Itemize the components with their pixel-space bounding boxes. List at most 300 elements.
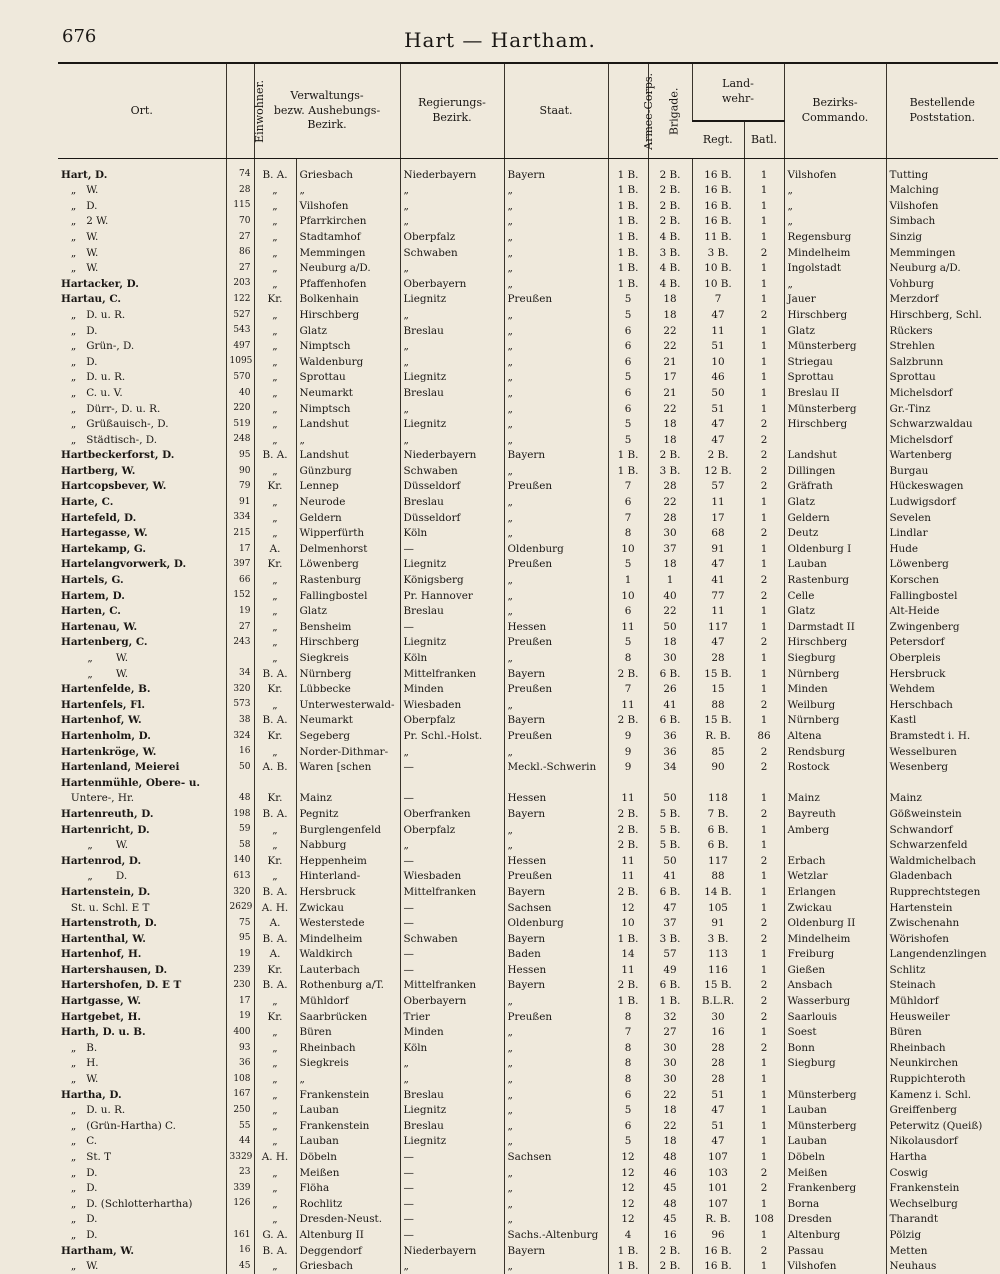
cell-amt [254, 775, 296, 791]
cell-poststation: Greiffenberg [886, 1103, 998, 1119]
cell-armee-corps: 5 [608, 1134, 648, 1150]
cell-staat [504, 775, 608, 791]
cell-einwohner: 570 [226, 370, 254, 386]
cell-staat: „ [504, 1056, 608, 1072]
cell-bataillon: 1 [744, 884, 784, 900]
cell-regiment: 116 [692, 962, 744, 978]
table-row [58, 541, 998, 557]
cell-bezirk: Deggendorf [296, 1243, 400, 1259]
cell-bezirks-commando: Münsterberg [784, 339, 886, 355]
cell-brigade: 18 [648, 307, 692, 323]
cell-bezirks-commando: Mindelheim [784, 245, 886, 261]
cell-bezirk: Landshut [296, 417, 400, 433]
cell-amt: B. A. [254, 1243, 296, 1259]
cell-ort: „ H. [58, 1056, 226, 1072]
table-row [58, 510, 998, 526]
table-body [58, 159, 998, 1274]
cell-einwohner: 334 [226, 510, 254, 526]
cell-brigade: 18 [648, 417, 692, 433]
cell-bezirk: Lübbecke [296, 682, 400, 698]
cell-staat: Preußen [504, 1009, 608, 1025]
cell-armee-corps: 6 [608, 354, 648, 370]
cell-poststation: Mainz [886, 791, 998, 807]
cell-brigade: 57 [648, 947, 692, 963]
cell-regiment: 28 [692, 1040, 744, 1056]
cell-regierungsbezirk: Breslau [400, 385, 504, 401]
cell-regierungsbezirk: „ [400, 183, 504, 199]
cell-regiment: R. B. [692, 728, 744, 744]
cell-regierungsbezirk: — [400, 1181, 504, 1197]
cell-bataillon: 1 [744, 323, 784, 339]
cell-bataillon: 1 [744, 604, 784, 620]
cell-bataillon: 2 [744, 993, 784, 1009]
cell-regiment: 12 B. [692, 463, 744, 479]
cell-staat: „ [504, 604, 608, 620]
cell-bataillon: 1 [744, 541, 784, 557]
cell-staat: Hessen [504, 791, 608, 807]
table-row [58, 884, 998, 900]
cell-regiment: 51 [692, 339, 744, 355]
cell-ort: „ D. [58, 1227, 226, 1243]
cell-poststation: Korschen [886, 572, 998, 588]
cell-bezirks-commando: Nürnberg [784, 666, 886, 682]
cell-poststation: Löwenberg [886, 557, 998, 573]
cell-brigade: 41 [648, 869, 692, 885]
cell-regiment: 113 [692, 947, 744, 963]
cell-bezirks-commando: Mindelheim [784, 931, 886, 947]
cell-staat: Bayern [504, 884, 608, 900]
cell-einwohner: 19 [226, 1009, 254, 1025]
cell-bezirks-commando: Lauban [784, 557, 886, 573]
cell-amt: A. [254, 541, 296, 557]
cell-regierungsbezirk: Niederbayern [400, 159, 504, 183]
cell-ort: „ W. [58, 261, 226, 277]
cell-bezirks-commando: Altenburg [784, 1227, 886, 1243]
cell-bezirks-commando: Meißen [784, 1165, 886, 1181]
cell-amt: „ [254, 245, 296, 261]
cell-amt: A. B. [254, 760, 296, 776]
cell-bataillon: 1 [744, 510, 784, 526]
cell-bataillon: 1 [744, 869, 784, 885]
cell-regierungsbezirk: Liegnitz [400, 292, 504, 308]
cell-regierungsbezirk: Breslau [400, 1118, 504, 1134]
cell-regierungsbezirk: Oberpfalz [400, 229, 504, 245]
cell-regiment: 28 [692, 1071, 744, 1087]
cell-einwohner: 55 [226, 1118, 254, 1134]
cell-ort: „ W. [58, 229, 226, 245]
table-row [58, 1025, 998, 1041]
cell-regiment: 47 [692, 557, 744, 573]
cell-armee-corps: 8 [608, 1009, 648, 1025]
cell-regiment: 16 B. [692, 159, 744, 183]
cell-armee-corps: 12 [608, 1181, 648, 1197]
cell-staat: „ [504, 1181, 608, 1197]
cell-bezirks-commando: Siegburg [784, 650, 886, 666]
cell-poststation: Tharandt [886, 1212, 998, 1228]
table-row [58, 900, 998, 916]
cell-armee-corps: 1 B. [608, 448, 648, 464]
cell-regierungsbezirk: Breslau [400, 494, 504, 510]
cell-poststation: Metten [886, 1243, 998, 1259]
cell-regiment: 90 [692, 760, 744, 776]
cell-amt: A. H. [254, 1149, 296, 1165]
cell-bezirks-commando: „ [784, 276, 886, 292]
cell-bezirks-commando: Breslau II [784, 385, 886, 401]
cell-poststation: Peterwitz (Queiß) [886, 1118, 998, 1134]
cell-einwohner: 17 [226, 541, 254, 557]
cell-regierungsbezirk: — [400, 1212, 504, 1228]
cell-armee-corps: 6 [608, 385, 648, 401]
cell-amt: „ [254, 214, 296, 230]
cell-regierungsbezirk: Düsseldorf [400, 479, 504, 495]
cell-bezirks-commando: Celle [784, 588, 886, 604]
cell-einwohner: 250 [226, 1103, 254, 1119]
table-row [58, 261, 998, 277]
cell-amt: „ [254, 1196, 296, 1212]
cell-armee-corps: 7 [608, 682, 648, 698]
cell-ort: „ W. [58, 183, 226, 199]
cell-regiment: 11 B. [692, 229, 744, 245]
cell-regierungsbezirk: Liegnitz [400, 635, 504, 651]
cell-poststation: Burgau [886, 463, 998, 479]
cell-amt: „ [254, 276, 296, 292]
cell-regierungsbezirk: Liegnitz [400, 370, 504, 386]
cell-bezirks-commando: Bayreuth [784, 806, 886, 822]
table-row [58, 183, 998, 199]
cell-regierungsbezirk: Oberbayern [400, 993, 504, 1009]
cell-bataillon: 1 [744, 822, 784, 838]
cell-brigade: 18 [648, 1103, 692, 1119]
cell-bezirks-commando: Amberg [784, 822, 886, 838]
cell-brigade: 30 [648, 1056, 692, 1072]
cell-einwohner: 90 [226, 463, 254, 479]
cell-einwohner: 27 [226, 619, 254, 635]
cell-ort: „ D. [58, 323, 226, 339]
cell-regiment: 103 [692, 1165, 744, 1181]
cell-regiment: 16 B. [692, 198, 744, 214]
cell-poststation: Alt-Heide [886, 604, 998, 620]
cell-regierungsbezirk: Köln [400, 650, 504, 666]
table-row [58, 463, 998, 479]
cell-bezirk: Neumarkt [296, 385, 400, 401]
cell-brigade: 48 [648, 1149, 692, 1165]
cell-brigade: 18 [648, 1134, 692, 1150]
cell-amt: „ [254, 385, 296, 401]
cell-bezirks-commando: Oldenburg II [784, 916, 886, 932]
cell-regiment: 47 [692, 1103, 744, 1119]
cell-einwohner: 1095 [226, 354, 254, 370]
cell-amt: „ [254, 463, 296, 479]
table-row [58, 229, 998, 245]
cell-regierungsbezirk: Königsberg [400, 572, 504, 588]
cell-armee-corps: 1 B. [608, 214, 648, 230]
cell-ort: Hartenhof, W. [58, 713, 226, 729]
cell-bataillon: 1 [744, 962, 784, 978]
cell-bezirk: Waldenburg [296, 354, 400, 370]
cell-brigade: 32 [648, 1009, 692, 1025]
cell-bezirks-commando: Gießen [784, 962, 886, 978]
cell-bezirks-commando: Oldenburg I [784, 541, 886, 557]
cell-ort: Hartekamp, G. [58, 541, 226, 557]
cell-bezirks-commando: Frankenberg [784, 1181, 886, 1197]
cell-einwohner: 203 [226, 276, 254, 292]
cell-ort: „ D. [58, 1212, 226, 1228]
cell-einwohner: 95 [226, 448, 254, 464]
cell-einwohner: 230 [226, 978, 254, 994]
cell-einwohner: 48 [226, 791, 254, 807]
table-row [58, 869, 998, 885]
cell-brigade: 21 [648, 385, 692, 401]
cell-regiment: 105 [692, 900, 744, 916]
cell-bezirk: Nimptsch [296, 339, 400, 355]
cell-poststation: Wesenberg [886, 760, 998, 776]
cell-armee-corps: 8 [608, 526, 648, 542]
cell-armee-corps: 1 B. [608, 993, 648, 1009]
cell-bezirks-commando: „ [784, 214, 886, 230]
table-row [58, 1259, 998, 1274]
cell-bataillon: 2 [744, 744, 784, 760]
cell-einwohner: 50 [226, 760, 254, 776]
cell-poststation: Neuburg a/D. [886, 261, 998, 277]
cell-poststation: Michelsdorf [886, 432, 998, 448]
cell-bezirk: Rheinbach [296, 1040, 400, 1056]
cell-brigade: 2 B. [648, 198, 692, 214]
cell-bezirk: Siegkreis [296, 1056, 400, 1072]
cell-poststation: Oberpleis [886, 650, 998, 666]
cell-bataillon: 2 [744, 245, 784, 261]
cell-regierungsbezirk: Köln [400, 1040, 504, 1056]
cell-armee-corps: 11 [608, 791, 648, 807]
cell-amt: „ [254, 198, 296, 214]
cell-regierungsbezirk: — [400, 1196, 504, 1212]
cell-staat: „ [504, 1040, 608, 1056]
cell-poststation: Simbach [886, 214, 998, 230]
cell-staat: Bayern [504, 666, 608, 682]
cell-ort: „ D. [58, 1181, 226, 1197]
table-row [58, 1181, 998, 1197]
cell-armee-corps: 11 [608, 869, 648, 885]
table-row [58, 1134, 998, 1150]
cell-amt: „ [254, 822, 296, 838]
cell-regiment: 101 [692, 1181, 744, 1197]
cell-staat: „ [504, 993, 608, 1009]
cell-bezirks-commando: Glatz [784, 494, 886, 510]
cell-armee-corps: 11 [608, 619, 648, 635]
cell-einwohner: 91 [226, 494, 254, 510]
cell-amt: „ [254, 307, 296, 323]
cell-amt: Kr. [254, 682, 296, 698]
cell-bezirk: Mainz [296, 791, 400, 807]
cell-bataillon: 2 [744, 916, 784, 932]
cell-regiment: 7 B. [692, 806, 744, 822]
cell-bataillon: 1 [744, 339, 784, 355]
cell-bataillon: 1 [744, 494, 784, 510]
cell-amt: B. A. [254, 931, 296, 947]
cell-ort: St. u. Schl. E T [58, 900, 226, 916]
cell-staat: „ [504, 697, 608, 713]
cell-regiment: 117 [692, 853, 744, 869]
cell-einwohner: 45 [226, 1259, 254, 1274]
cell-ort: Hartenland, Meierei [58, 760, 226, 776]
cell-regiment: 47 [692, 417, 744, 433]
cell-amt: „ [254, 572, 296, 588]
cell-bataillon: 1 [744, 183, 784, 199]
cell-bataillon: 1 [744, 666, 784, 682]
cell-staat: Sachsen [504, 1149, 608, 1165]
cell-bataillon: 1 [744, 261, 784, 277]
cell-ort: Hartefeld, D. [58, 510, 226, 526]
cell-brigade: 47 [648, 900, 692, 916]
cell-brigade: 28 [648, 510, 692, 526]
cell-einwohner: 74 [226, 159, 254, 183]
cell-regierungsbezirk: Wiesbaden [400, 869, 504, 885]
cell-poststation [886, 775, 998, 791]
cell-einwohner: 27 [226, 261, 254, 277]
cell-einwohner: 324 [226, 728, 254, 744]
cell-bezirks-commando: Döbeln [784, 1149, 886, 1165]
cell-staat: „ [504, 510, 608, 526]
cell-staat: Baden [504, 947, 608, 963]
cell-bezirks-commando: Münsterberg [784, 401, 886, 417]
cell-regierungsbezirk: Breslau [400, 323, 504, 339]
cell-staat: „ [504, 1025, 608, 1041]
cell-amt: „ [254, 697, 296, 713]
cell-staat: „ [504, 1103, 608, 1119]
cell-bezirk: Norder-Dithmar- [296, 744, 400, 760]
table-row [58, 1118, 998, 1134]
cell-ort: Hartacker, D. [58, 276, 226, 292]
cell-staat: Bayern [504, 159, 608, 183]
cell-ort: Hartenreuth, D. [58, 806, 226, 822]
cell-amt: „ [254, 323, 296, 339]
cell-amt: „ [254, 588, 296, 604]
cell-amt: „ [254, 1056, 296, 1072]
cell-poststation: Neunkirchen [886, 1056, 998, 1072]
cell-armee-corps: 7 [608, 1025, 648, 1041]
cell-bezirks-commando: Siegburg [784, 1056, 886, 1072]
cell-armee-corps: 12 [608, 1196, 648, 1212]
cell-regierungsbezirk: Pr. Schl.-Holst. [400, 728, 504, 744]
cell-regierungsbezirk: „ [400, 744, 504, 760]
cell-bezirks-commando: Soest [784, 1025, 886, 1041]
cell-einwohner: 16 [226, 744, 254, 760]
cell-regierungsbezirk: — [400, 760, 504, 776]
cell-armee-corps: 6 [608, 604, 648, 620]
cell-bataillon: 2 [744, 978, 784, 994]
table-row [58, 1056, 998, 1072]
cell-bezirks-commando: „ [784, 198, 886, 214]
table-row [58, 159, 998, 183]
cell-bataillon: 1 [744, 1227, 784, 1243]
cell-bezirk: Lauban [296, 1103, 400, 1119]
cell-brigade: 18 [648, 292, 692, 308]
table-row [58, 432, 998, 448]
cell-armee-corps: 7 [608, 479, 648, 495]
cell-regiment: 7 [692, 292, 744, 308]
cell-staat: „ [504, 214, 608, 230]
cell-amt: „ [254, 526, 296, 542]
cell-regiment: 11 [692, 323, 744, 339]
table-row [58, 791, 998, 807]
cell-ort: Hartershofen, D. E T [58, 978, 226, 994]
cell-amt: „ [254, 417, 296, 433]
cell-einwohner: 527 [226, 307, 254, 323]
cell-regierungsbezirk: „ [400, 432, 504, 448]
cell-amt: „ [254, 1118, 296, 1134]
cell-staat: Bayern [504, 1243, 608, 1259]
cell-brigade: 18 [648, 635, 692, 651]
cell-armee-corps: 11 [608, 962, 648, 978]
cell-bezirk: Pfaffenhofen [296, 276, 400, 292]
cell-amt: „ [254, 1134, 296, 1150]
cell-bataillon: 1 [744, 385, 784, 401]
cell-amt: A. [254, 947, 296, 963]
cell-regiment: 10 B. [692, 276, 744, 292]
cell-brigade: 22 [648, 604, 692, 620]
cell-poststation: Schwarzenfeld [886, 838, 998, 854]
cell-poststation: Hartha [886, 1149, 998, 1165]
cell-amt: „ [254, 604, 296, 620]
cell-regiment: 6 B. [692, 838, 744, 854]
cell-poststation: Gladenbach [886, 869, 998, 885]
cell-poststation: Langendenzlingen [886, 947, 998, 963]
cell-regierungsbezirk: Breslau [400, 1087, 504, 1103]
table-row [58, 526, 998, 542]
cell-staat: Meckl.-Schwerin [504, 760, 608, 776]
cell-bezirks-commando: Glatz [784, 323, 886, 339]
cell-brigade: 30 [648, 1071, 692, 1087]
cell-ort: Hartau, C. [58, 292, 226, 308]
table-row [58, 479, 998, 495]
cell-bataillon: 1 [744, 682, 784, 698]
table-row [58, 604, 998, 620]
cell-brigade: 2 B. [648, 1259, 692, 1274]
cell-bataillon: 2 [744, 479, 784, 495]
cell-brigade: 41 [648, 697, 692, 713]
cell-staat: „ [504, 744, 608, 760]
cell-armee-corps: 6 [608, 494, 648, 510]
cell-staat: Bayern [504, 713, 608, 729]
cell-brigade: 28 [648, 479, 692, 495]
cell-regierungsbezirk: Mittelfranken [400, 666, 504, 682]
header-brigade: Brigade. [648, 63, 692, 159]
cell-amt: „ [254, 370, 296, 386]
cell-bezirk: Nabburg [296, 838, 400, 854]
cell-amt: „ [254, 339, 296, 355]
cell-bezirk: Waren [schen [296, 760, 400, 776]
cell-brigade: 22 [648, 401, 692, 417]
table-row [58, 650, 998, 666]
cell-brigade: 30 [648, 1040, 692, 1056]
cell-armee-corps: 6 [608, 323, 648, 339]
cell-bataillon: 1 [744, 900, 784, 916]
cell-bezirk: Neumarkt [296, 713, 400, 729]
cell-staat: „ [504, 588, 608, 604]
cell-poststation: Gr.-Tinz [886, 401, 998, 417]
cell-amt: B. A. [254, 713, 296, 729]
cell-bezirk: „ [296, 432, 400, 448]
cell-poststation: Zwischenahn [886, 916, 998, 932]
cell-bezirk: Burglengenfeld [296, 822, 400, 838]
cell-armee-corps: 5 [608, 292, 648, 308]
cell-brigade: 50 [648, 619, 692, 635]
cell-brigade: 3 B. [648, 463, 692, 479]
cell-ort: „ W. [58, 1259, 226, 1274]
cell-brigade: 6 B. [648, 884, 692, 900]
cell-poststation: Schwandorf [886, 822, 998, 838]
cell-bataillon: 1 [744, 650, 784, 666]
cell-bezirk: Griesbach [296, 1259, 400, 1274]
